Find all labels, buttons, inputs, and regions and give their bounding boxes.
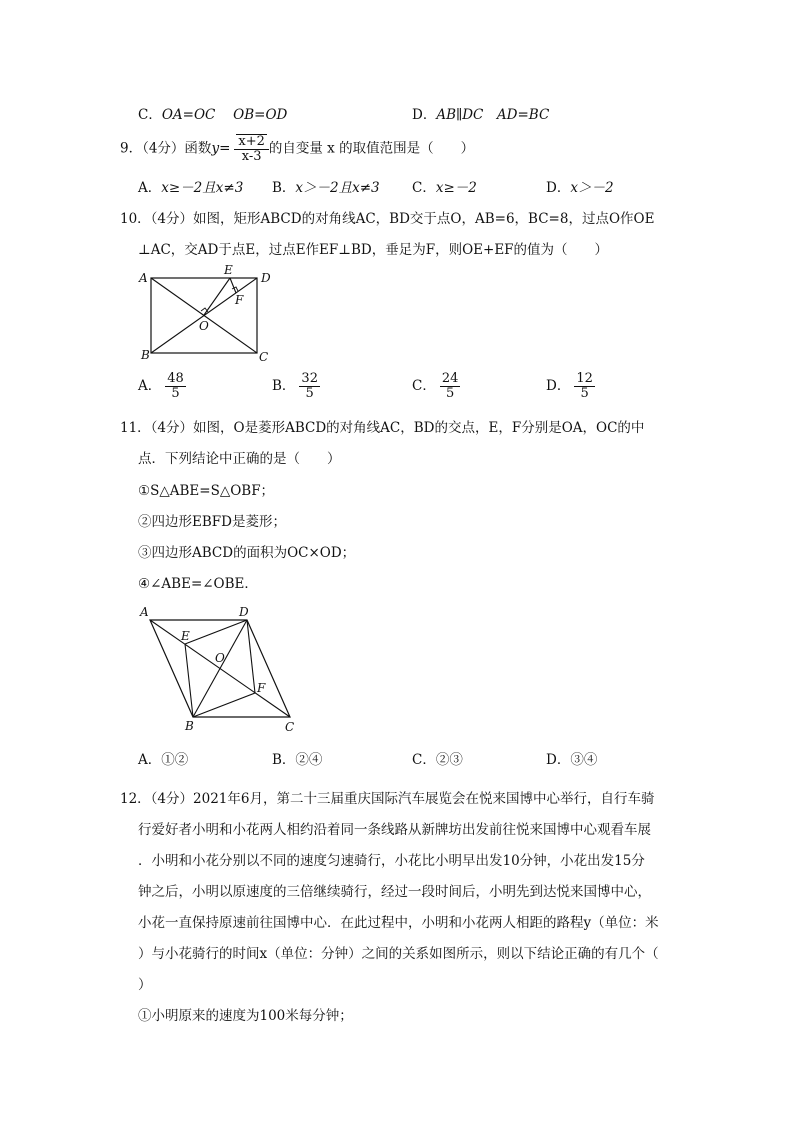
q12-line-5: 小花一直保持原速前往国博中心．在此过程中，小明和小花两人相距的路程y（单位：米 xyxy=(138,915,659,931)
label-c: C xyxy=(259,350,269,364)
segment-fb xyxy=(193,693,255,717)
segment-fd xyxy=(247,620,255,693)
q10-option-d: D． $\frac{12}{5}$ xyxy=(546,371,593,401)
q11-stem-line2: 点．下列结论中正确的是（ ） xyxy=(138,451,341,467)
segment-ef xyxy=(230,278,236,293)
q12-line-6: ）与小花骑行的时间x（单位：分钟）之间的关系如图所示，则以下结论正确的有几个（ xyxy=(138,946,659,962)
q9-option-b: B．x＞－2且x≠3 xyxy=(272,180,380,196)
q10-stem-line1: 10．（4分）如图，矩形ABCD的对角线AC，BD交于点O，AB=6，BC=8，过点O作OE xyxy=(120,211,655,227)
q11-option-a: A．①② xyxy=(138,752,189,768)
q12-line-4: 钟之后，小明以原速度的三倍继续骑行，经过一段时间后，小明先到达悦来国博中心， xyxy=(138,884,651,900)
q10-stem-line2: ⊥AC，交AD于点E，过点E作EF⊥BD，垂足为F，则OE+EF的值为（ ） xyxy=(138,242,609,258)
q10-option-b: B． $\frac{32}{5}$ xyxy=(272,371,318,401)
label-o: O xyxy=(199,319,209,333)
q8-option-d: D．AB∥DC AD=BC xyxy=(412,107,550,123)
q11-statement-1: ①S△ABE=S△OBF； xyxy=(138,483,275,499)
q11-option-d: D．③④ xyxy=(546,752,598,768)
q10-option-a: A． $\frac{48}{5}$ xyxy=(138,371,184,401)
q10-option-c: C． $\frac{24}{5}$ xyxy=(412,371,459,401)
label-o: O xyxy=(215,651,225,665)
diagonal-bd xyxy=(193,620,247,717)
q11-option-c: C．②③ xyxy=(412,752,463,768)
q9-stem: 9．（4分）函数y= $\frac{x+2}{x-3}$ 的自变量 x 的取值范围是（ ） xyxy=(120,134,475,164)
segment-oe xyxy=(204,278,230,315)
q11-statement-2: ②四边形EBFD是菱形； xyxy=(138,514,286,530)
q9-fraction: $\frac{x+2}{x-3}$ xyxy=(234,134,269,164)
q11-figure xyxy=(135,600,305,735)
label-f: F xyxy=(257,681,266,695)
q11-statement-4: ④∠ABE=∠OBE． xyxy=(138,576,258,592)
q11-option-b: B．②④ xyxy=(272,752,323,768)
label-f: F xyxy=(235,293,244,307)
label-e: E xyxy=(181,629,190,643)
segment-ed xyxy=(185,620,247,644)
q12-line-7: ） xyxy=(138,977,152,993)
q11-stem-line1: 11．（4分）如图，O是菱形ABCD的对角线AC，BD的交点，E，F分别是OA，OC的中 xyxy=(120,420,645,436)
q9-option-c: C．x≥－2 xyxy=(412,180,477,196)
q12-line-1: 12．（4分）2021年6月，第二十三届重庆国际汽车展览会在悦来国博中心举行，自行车骑 xyxy=(120,791,655,807)
q12-statement-1: ①小明原来的速度为100米每分钟； xyxy=(138,1008,353,1024)
q9-option-a: A．x≥－2且x≠3 xyxy=(138,180,244,196)
q10-figure xyxy=(135,262,285,367)
label-b: B xyxy=(185,719,194,733)
label-c: C xyxy=(285,720,295,734)
label-d: D xyxy=(261,271,271,285)
q8-option-c: C．OA=OC OB=OD xyxy=(138,107,288,123)
segment-eb xyxy=(185,644,193,717)
q9-option-d: D．x＞－2 xyxy=(546,180,614,196)
q12-line-3: ．小明和小花分别以不同的速度匀速骑行，小花比小明早出发10分钟，小花出发15分 xyxy=(138,853,645,869)
label-a: A xyxy=(140,605,149,619)
label-b: B xyxy=(141,348,150,362)
label-d: D xyxy=(239,605,249,619)
q11-statement-3: ③四边形ABCD的面积为OC×OD； xyxy=(138,545,356,561)
label-e: E xyxy=(224,263,233,277)
label-a: A xyxy=(139,271,148,285)
q12-line-2: 行爱好者小明和小花两人相约沿着同一条线路从新牌坊出发前往悦来国博中心观看车展 xyxy=(138,822,651,838)
